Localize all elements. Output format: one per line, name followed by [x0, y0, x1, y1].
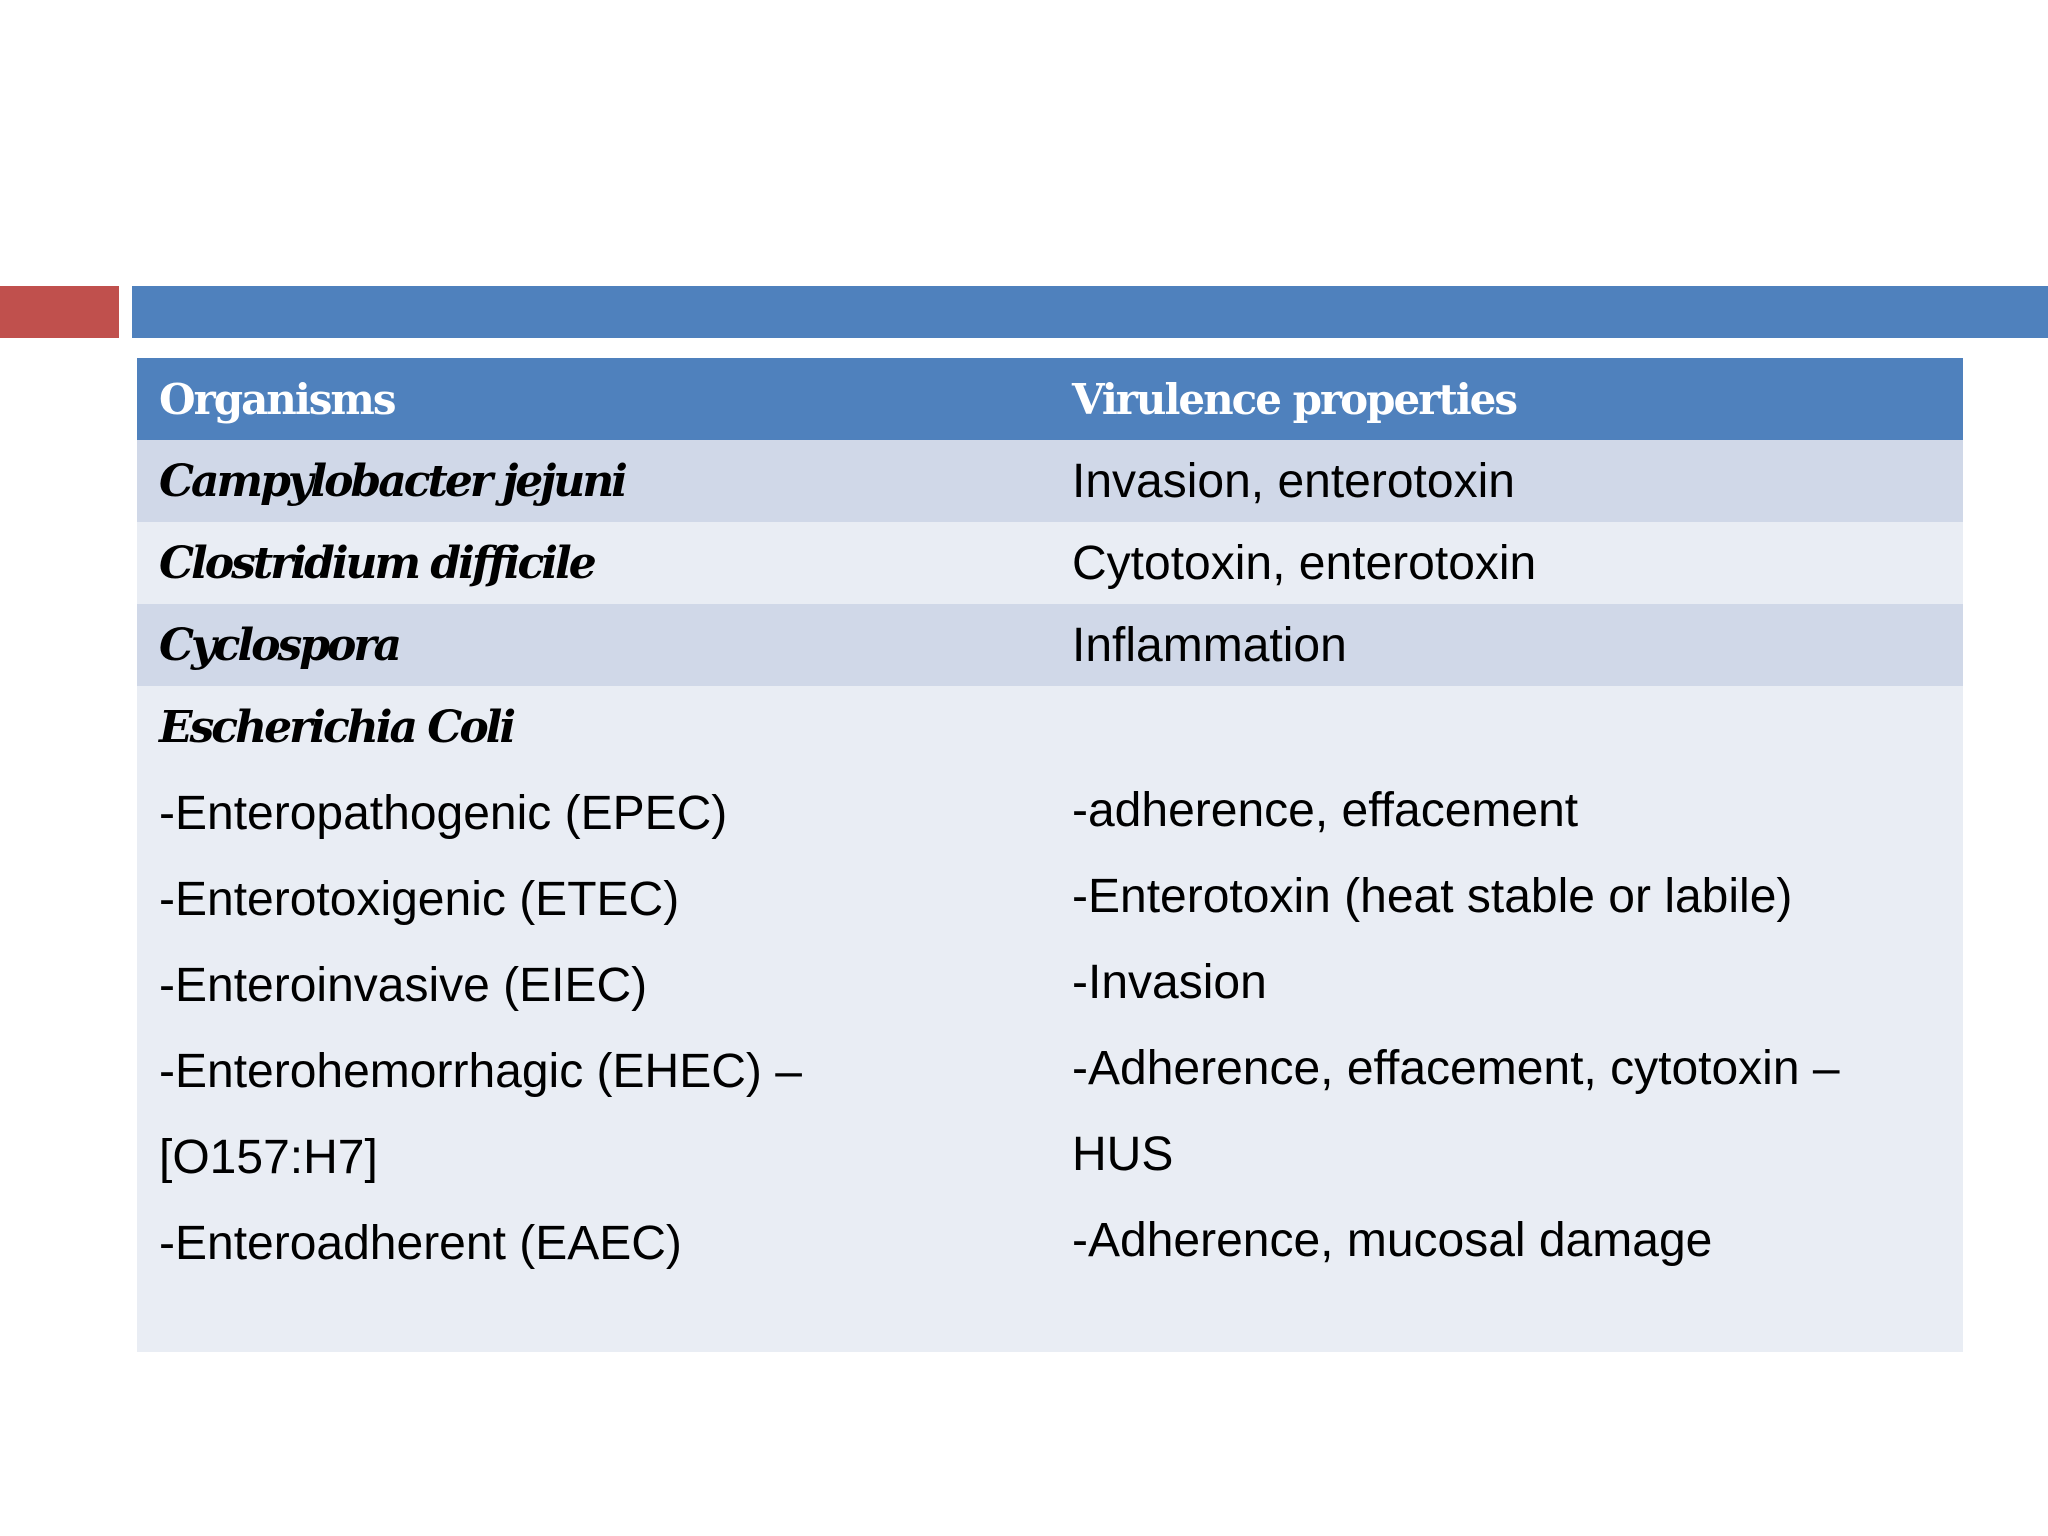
ecoli-strain: [O157:H7] [159, 1131, 378, 1184]
table-row [137, 440, 1963, 522]
ecoli-property: -Enterotoxin (heat stable or labile) [1072, 870, 1793, 923]
accent-bar-blue [132, 286, 2048, 338]
ecoli-strains-list [159, 771, 802, 1287]
organism-name: Clostridium difficile [159, 537, 594, 589]
ecoli-property: -Invasion [1072, 956, 1267, 1009]
virulence-table [137, 358, 1963, 1352]
virulence-property: Invasion, enterotoxin [1072, 454, 1515, 508]
virulence-property: Inflammation [1072, 618, 1347, 672]
ecoli-property: -adherence, effacement [1072, 784, 1579, 837]
ecoli-strain: -Enteroadherent (EAEC) [159, 1217, 682, 1270]
accent-bar-red [0, 286, 119, 338]
ecoli-strain: -Enteropathogenic (EPEC) [159, 787, 728, 840]
ecoli-strain: -Enterohemorrhagic (EHEC) – [159, 1045, 802, 1098]
table-row [137, 604, 1963, 686]
ecoli-strain: -Enteroinvasive (EIEC) [159, 959, 648, 1012]
ecoli-property: HUS [1072, 1128, 1174, 1181]
ecoli-property: -Adherence, effacement, cytotoxin – [1072, 1042, 1840, 1095]
organism-name: Campylobacter jejuni [159, 455, 625, 507]
header-virulence-properties: Virulence properties [1072, 374, 1517, 424]
organism-name: Cyclospora [159, 619, 400, 671]
table-row [137, 522, 1963, 604]
organism-name-ecoli: Escherichia Coli [159, 701, 514, 753]
ecoli-properties-list [1072, 768, 1840, 1284]
table-header-row [137, 358, 1963, 440]
table-row-ecoli [137, 686, 1963, 1352]
header-organisms: Organisms [159, 374, 395, 424]
virulence-property: Cytotoxin, enterotoxin [1072, 536, 1537, 590]
ecoli-property: -Adherence, mucosal damage [1072, 1214, 1713, 1267]
ecoli-strain: -Enterotoxigenic (ETEC) [159, 873, 680, 926]
